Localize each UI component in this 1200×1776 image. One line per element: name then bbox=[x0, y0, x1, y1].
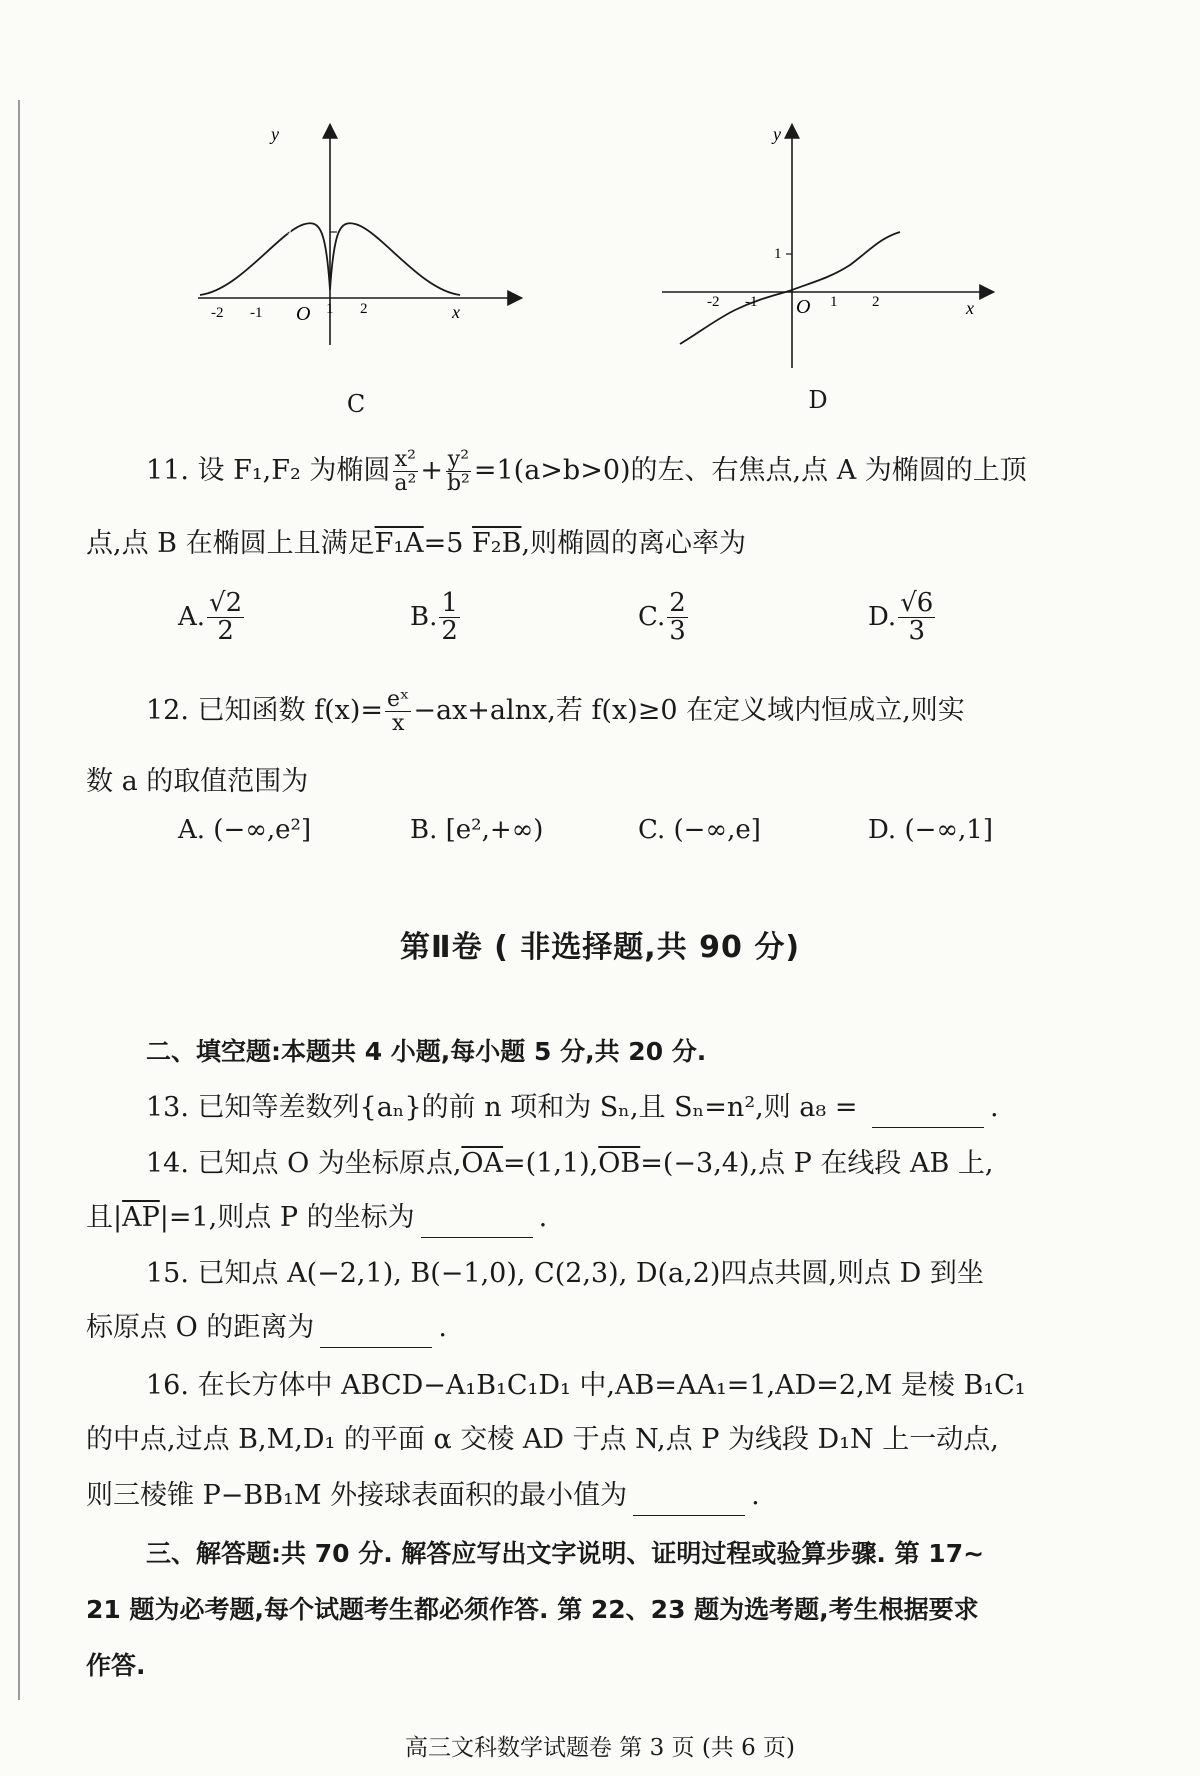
q15-line2 bbox=[86, 1308, 1140, 1348]
vector: $\overline{OA}$ bbox=[461, 1148, 504, 1179]
numerator: 1 bbox=[441, 588, 458, 618]
x-axis-label: x bbox=[452, 302, 460, 322]
fraction bbox=[207, 590, 244, 646]
vector: F₂B bbox=[472, 528, 522, 559]
q11-text: 11. 设 F₁,F₂ 为椭圆 bbox=[146, 455, 391, 487]
q15-line1: 15. 已知点 A(−2,1), B(−1,0), C(2,3), D(a,2)四点共圆,则点 D 到坐 bbox=[146, 1258, 984, 1289]
q16-line1: 16. 在长方体中 ABCD−A₁B₁C₁D₁ 中,AB=AA₁=1,AD=2,M 是棱 B₁C₁ bbox=[146, 1370, 1026, 1401]
q13-text: 13. 已知等差数列{aₙ}的前 n 项和为 Sₙ,且 Sₙ=n²,则 a₈ = bbox=[146, 1092, 867, 1123]
page-footer: 高三文科数学试题卷 第 3 页 (共 6 页) bbox=[404, 1735, 796, 1761]
margin-line bbox=[18, 100, 20, 1700]
q14-text: 14. 已知点 O 为坐标原点, bbox=[146, 1148, 462, 1179]
numerator: y² bbox=[447, 447, 470, 472]
q15-text: 标原点 O 的距离为 bbox=[86, 1312, 315, 1343]
vector: $\overline{OB}$ bbox=[598, 1148, 641, 1179]
section2-heading: 二、填空题:本题共 4 小题,每小题 5 分,共 20 分. bbox=[146, 1037, 707, 1066]
fraction bbox=[667, 590, 688, 646]
tick-label: -1 bbox=[745, 294, 758, 310]
q11-text: ,则椭圆的离心率为 bbox=[521, 528, 747, 559]
option-label: A. bbox=[178, 601, 206, 632]
q12-line1 bbox=[146, 688, 1140, 735]
denominator: x bbox=[391, 711, 405, 737]
option-b bbox=[410, 590, 462, 646]
q16-line2: 的中点,过点 B,M,D₁ 的平面 α 交棱 AD 于点 N,点 P 为线段 D₁N 上一动点, bbox=[86, 1424, 999, 1455]
graph-c-label: C bbox=[346, 390, 366, 418]
denominator: 2 bbox=[217, 616, 234, 647]
numerator: x² bbox=[394, 447, 416, 472]
plus-sign: + bbox=[420, 455, 443, 487]
numerator: eˣ bbox=[387, 687, 410, 712]
denominator: 3 bbox=[908, 616, 926, 647]
origin-label: O bbox=[796, 296, 811, 318]
fraction bbox=[392, 448, 418, 495]
tick-label: -1 bbox=[250, 305, 263, 321]
q12-text: 12. 已知函数 f(x)= bbox=[146, 695, 384, 727]
q11-text: 点,点 B 在椭圆上且满足 bbox=[86, 528, 375, 559]
fraction bbox=[898, 590, 935, 646]
q11-line1 bbox=[146, 448, 1140, 495]
graph-c-svg bbox=[190, 120, 540, 350]
vector: $\overline{AP}$ bbox=[122, 1202, 160, 1233]
part2-title: 第Ⅱ卷 ( 非选择题,共 90 分) bbox=[399, 930, 801, 965]
q16-line3 bbox=[86, 1476, 1140, 1516]
tick-label: 1 bbox=[326, 301, 334, 317]
answer-blank bbox=[320, 1321, 432, 1348]
option-c: C. (−∞,e] bbox=[638, 815, 761, 845]
graph-d-label: D bbox=[808, 386, 828, 414]
section3-line1: 三、解答题:共 70 分. 解答应写出文字说明、证明过程或验算步骤. 第 17~ bbox=[146, 1539, 985, 1568]
numerator: √2 bbox=[209, 588, 243, 618]
answer-blank bbox=[633, 1489, 745, 1516]
numerator: 2 bbox=[669, 588, 686, 618]
q16-text: . bbox=[751, 1480, 760, 1511]
fraction bbox=[439, 590, 460, 646]
tick-label: -2 bbox=[707, 294, 720, 310]
q14-line2 bbox=[86, 1198, 1140, 1238]
denominator: 3 bbox=[669, 616, 686, 647]
tick-label: -2 bbox=[211, 305, 224, 321]
denominator: b² bbox=[446, 471, 470, 497]
q14-text: =(−3,4),点 P 在线段 AB 上, bbox=[640, 1148, 994, 1179]
graph-d bbox=[660, 120, 1000, 370]
option-a bbox=[178, 590, 246, 646]
tick-label: 2 bbox=[360, 301, 368, 317]
q14-text: . bbox=[538, 1202, 548, 1233]
q11-line2 bbox=[86, 524, 1140, 564]
q13-text: . bbox=[990, 1092, 999, 1123]
option-d: D. (−∞,1] bbox=[868, 815, 993, 845]
tick-label: 1 bbox=[830, 294, 838, 310]
numerator: √6 bbox=[900, 588, 934, 618]
q16-text: 则三棱锥 P−BB₁M 外接球表面积的最小值为 bbox=[86, 1480, 628, 1511]
x-axis-label: x bbox=[966, 298, 974, 318]
denominator: 2 bbox=[441, 616, 458, 647]
fraction bbox=[445, 448, 472, 495]
option-label: B. bbox=[410, 601, 438, 632]
denominator: a² bbox=[394, 471, 417, 497]
q14-text: |=1,则点 P 的坐标为 bbox=[159, 1202, 415, 1233]
option-c bbox=[638, 590, 690, 646]
q14-text: =(1,1), bbox=[503, 1148, 599, 1179]
answer-blank bbox=[872, 1101, 984, 1128]
q13 bbox=[146, 1088, 1140, 1128]
section3-line3: 作答. bbox=[86, 1651, 146, 1680]
option-d bbox=[868, 590, 937, 646]
option-label: C. bbox=[638, 601, 666, 632]
option-a: A. (−∞,e²] bbox=[178, 815, 312, 845]
graph-c bbox=[190, 120, 540, 350]
fraction bbox=[385, 688, 411, 735]
answer-blank bbox=[421, 1211, 533, 1238]
q11-text: =5 bbox=[423, 528, 473, 559]
vector: F₁A bbox=[374, 528, 424, 559]
curve-d bbox=[680, 232, 900, 344]
q15-text: . bbox=[438, 1312, 447, 1343]
y-axis-label: y bbox=[271, 124, 279, 144]
y-axis-label: y bbox=[773, 124, 781, 144]
q12-line2: 数 a 的取值范围为 bbox=[86, 766, 309, 797]
q11-text: =1(a>b>0)的左、右焦点,点 A 为椭圆的上顶 bbox=[473, 455, 1027, 487]
section3-line2: 21 题为必考题,每个试题考生都必须作答. 第 22、23 题为选考题,考生根据要求 bbox=[86, 1595, 979, 1624]
y-tick-label: 1 bbox=[286, 222, 294, 238]
q14-text: 且| bbox=[86, 1202, 123, 1233]
graph-d-svg bbox=[660, 120, 1000, 370]
option-b: B. [e²,+∞) bbox=[410, 815, 544, 845]
q14-line1 bbox=[146, 1144, 1140, 1184]
q12-text: −ax+alnx,若 f(x)≥0 在定义域内恒成立,则实 bbox=[413, 695, 965, 727]
option-label: D. bbox=[868, 601, 897, 632]
origin-label: O bbox=[296, 303, 311, 325]
tick-label: 2 bbox=[872, 294, 880, 310]
y-tick-label: 1 bbox=[774, 246, 782, 262]
